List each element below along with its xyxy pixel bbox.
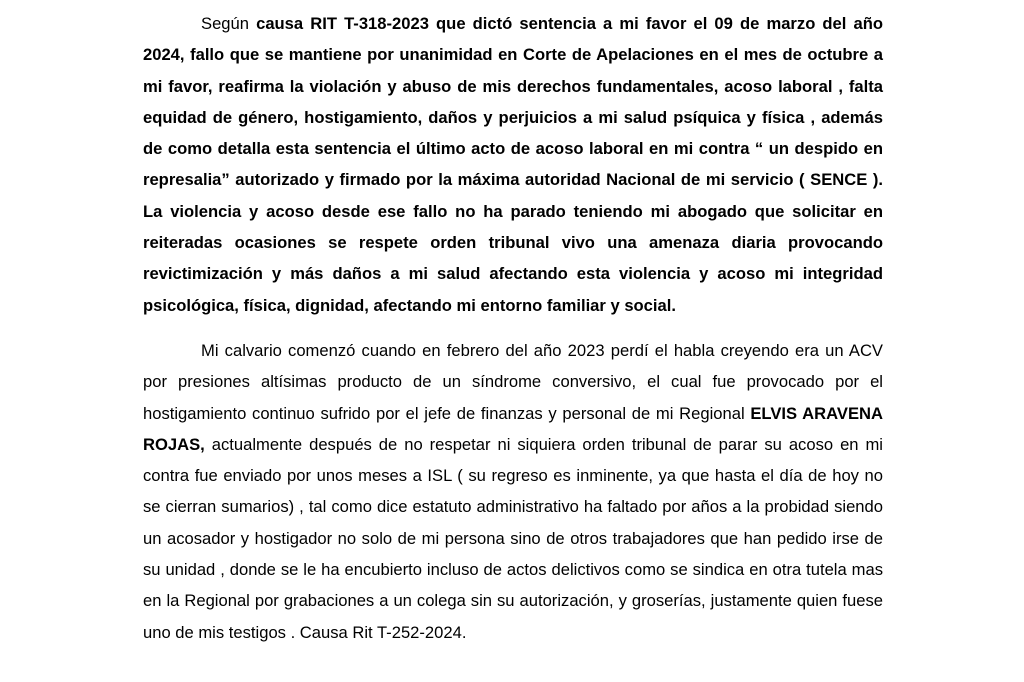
paragraph-1-intro: Según xyxy=(201,14,257,33)
paragraph-sentencia xyxy=(143,8,883,321)
paragraph-2-text-b: actualmente después de no respetar ni siquiera orden tribunal de parar su acoso en mi contra fue enviado por unos meses a ISL ( su regreso es inminente, ya que hasta el día de hoy no se cierran sumarios) , tal como dice estatuto administrativo ha faltado por años a la probidad siendo un acosador y hostigador no solo de mi persona sino de otros trabajadores que han pedido irse de su unidad , donde se le ha encubierto incluso de actos delictivos como se sindica en otra tutela mas en la Regional por grabaciones a un colega sin su autorización, y groserías, justamente quien fuese uno de mis testigos . Causa Rit T-252-2024. xyxy=(143,434,883,642)
paragraph-2-text-a: Mi calvario comenzó cuando en febrero del año 2023 perdí el habla creyendo era un ACV por presiones altísimas producto de un síndrome conversivo, el cual fue provocado por el hostigamiento continuo sufrido por el jefe de finanzas y personal de mi Regional xyxy=(143,340,883,423)
paragraph-2-name: ELVIS ARAVENA ROJAS, xyxy=(143,403,883,454)
paragraph-1-body: causa RIT T-318-2023 que dictó sentencia a mi favor el 09 de marzo del año 2024, fallo que se mantiene por unanimidad en Corte de Apelaciones en el mes de octubre a mi favor, reafirma la violación y abuso de mis derechos fundamentales, acoso laboral , falta equidad de género, hostigamiento, daños y perjuicios a mi salud psíquica y física , además de como detalla esta sentencia el último acto de acoso laboral en mi contra “ un despido en represalia” autorizado y firmado por la máxima autoridad Nacional de mi servicio ( SENCE ). La violencia y acoso desde ese fallo no ha parado teniendo mi abogado que solicitar en reiteradas ocasiones se respete orden tribunal vivo una amenaza diaria provocando revictimización y más daños a mi salud afectando esta violencia y acoso mi integridad psicológica, física, dignidad, afectando mi entorno familiar y social. xyxy=(143,14,884,315)
document-page xyxy=(143,8,883,648)
paragraph-calvario xyxy=(143,335,883,648)
